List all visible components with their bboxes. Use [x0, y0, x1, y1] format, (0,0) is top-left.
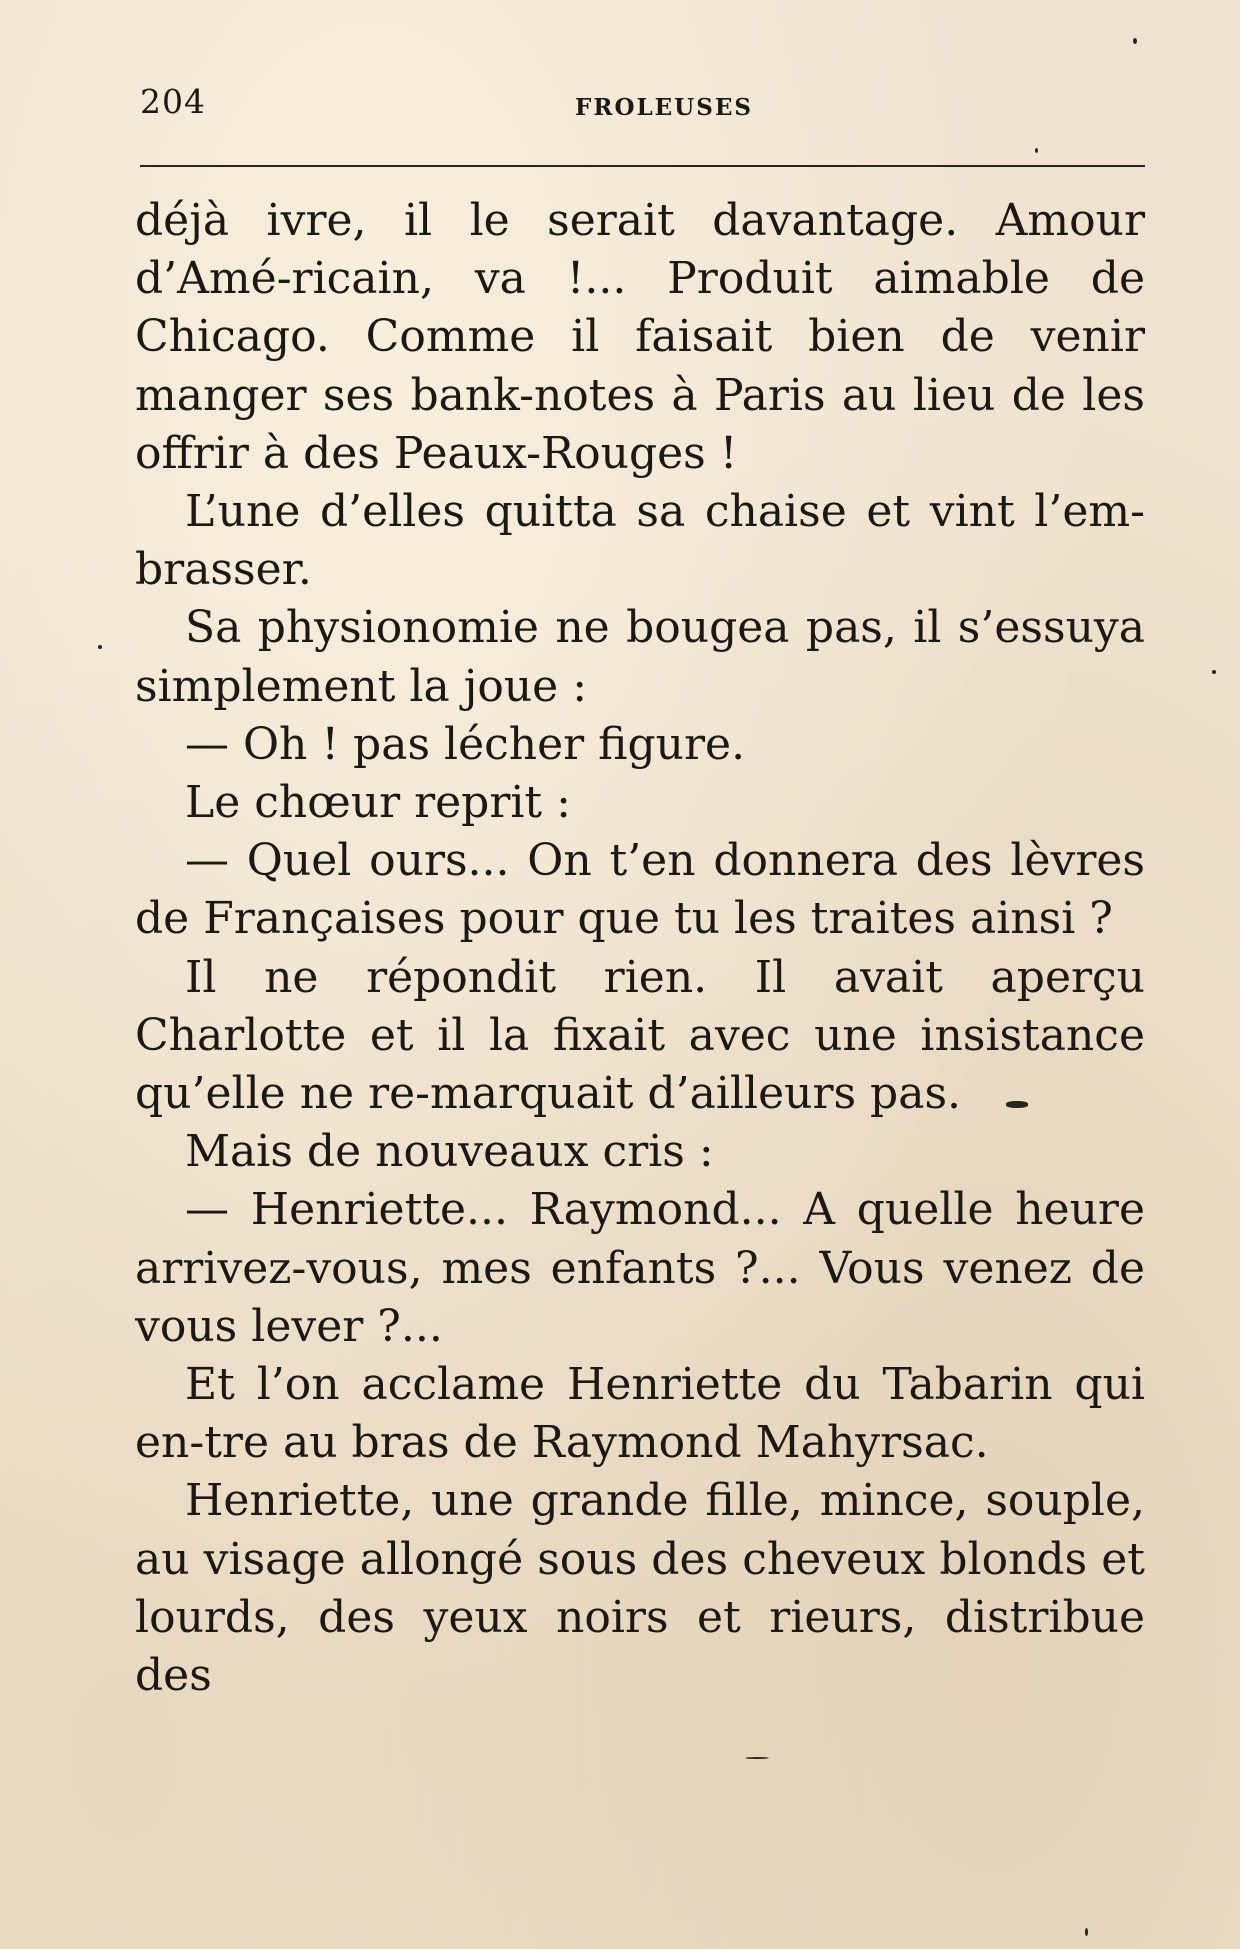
paragraph-6: — Quel ours... On t’en donnera des lèvres de Françaises pour que tu les traites ainsi ?: [135, 835, 1145, 945]
paragraph-8: Mais de nouveaux cris :: [185, 1126, 714, 1178]
ink-speck: [1212, 670, 1216, 674]
ink-speck: [745, 1757, 769, 1759]
running-title: FROLEUSES: [575, 94, 753, 121]
paragraph-2: L’une d’elles quitta sa chaise et vint l’em-brasser.: [135, 486, 1145, 596]
header-rule: [140, 165, 1145, 167]
page-number: 204: [140, 82, 206, 121]
ink-speck: [1006, 1101, 1028, 1108]
paragraph-10: Et l’on acclame Henriette du Tabarin qui en-tre au bras de Raymond Mahyrsac.: [135, 1359, 1145, 1469]
paragraph-4: — Oh ! pas lécher figure.: [185, 718, 746, 770]
paragraph-9: — Henriette... Raymond... A quelle heure arrivez-vous, mes enfants ?... Vous venez de vous lever ?...: [135, 1184, 1145, 1352]
ink-speck: [1035, 148, 1038, 153]
ink-speck: [98, 645, 102, 649]
paragraph-7: Il ne répondit rien. Il avait aperçu Charlotte et il la fixait avec une insistance qu’elle ne re-marquait d’ailleurs pas.: [135, 951, 1145, 1120]
body-text: [135, 192, 1145, 1705]
page-header: [140, 82, 1145, 132]
paragraph-11: Henriette, une grande fille, mince, souple, au visage allongé sous des cheveux blonds et lourds, des yeux noirs et rieurs, distribue des: [135, 1475, 1145, 1702]
ink-speck: [1085, 1928, 1088, 1936]
ink-speck: [1133, 38, 1137, 44]
paragraph-3: Sa physionomie ne bougea pas, il s’essuya simplement la joue :: [135, 602, 1145, 712]
paragraph-1: déjà ivre, il le serait davantage. Amour d’Amé-ricain, va !... Produit aimable de Chicago. Comme il faisait bien de venir manger ses bank-notes à Paris au lieu de les offrir à des Peaux-Rouges !: [135, 195, 1145, 479]
paragraph-5: Le chœur reprit :: [185, 777, 571, 829]
